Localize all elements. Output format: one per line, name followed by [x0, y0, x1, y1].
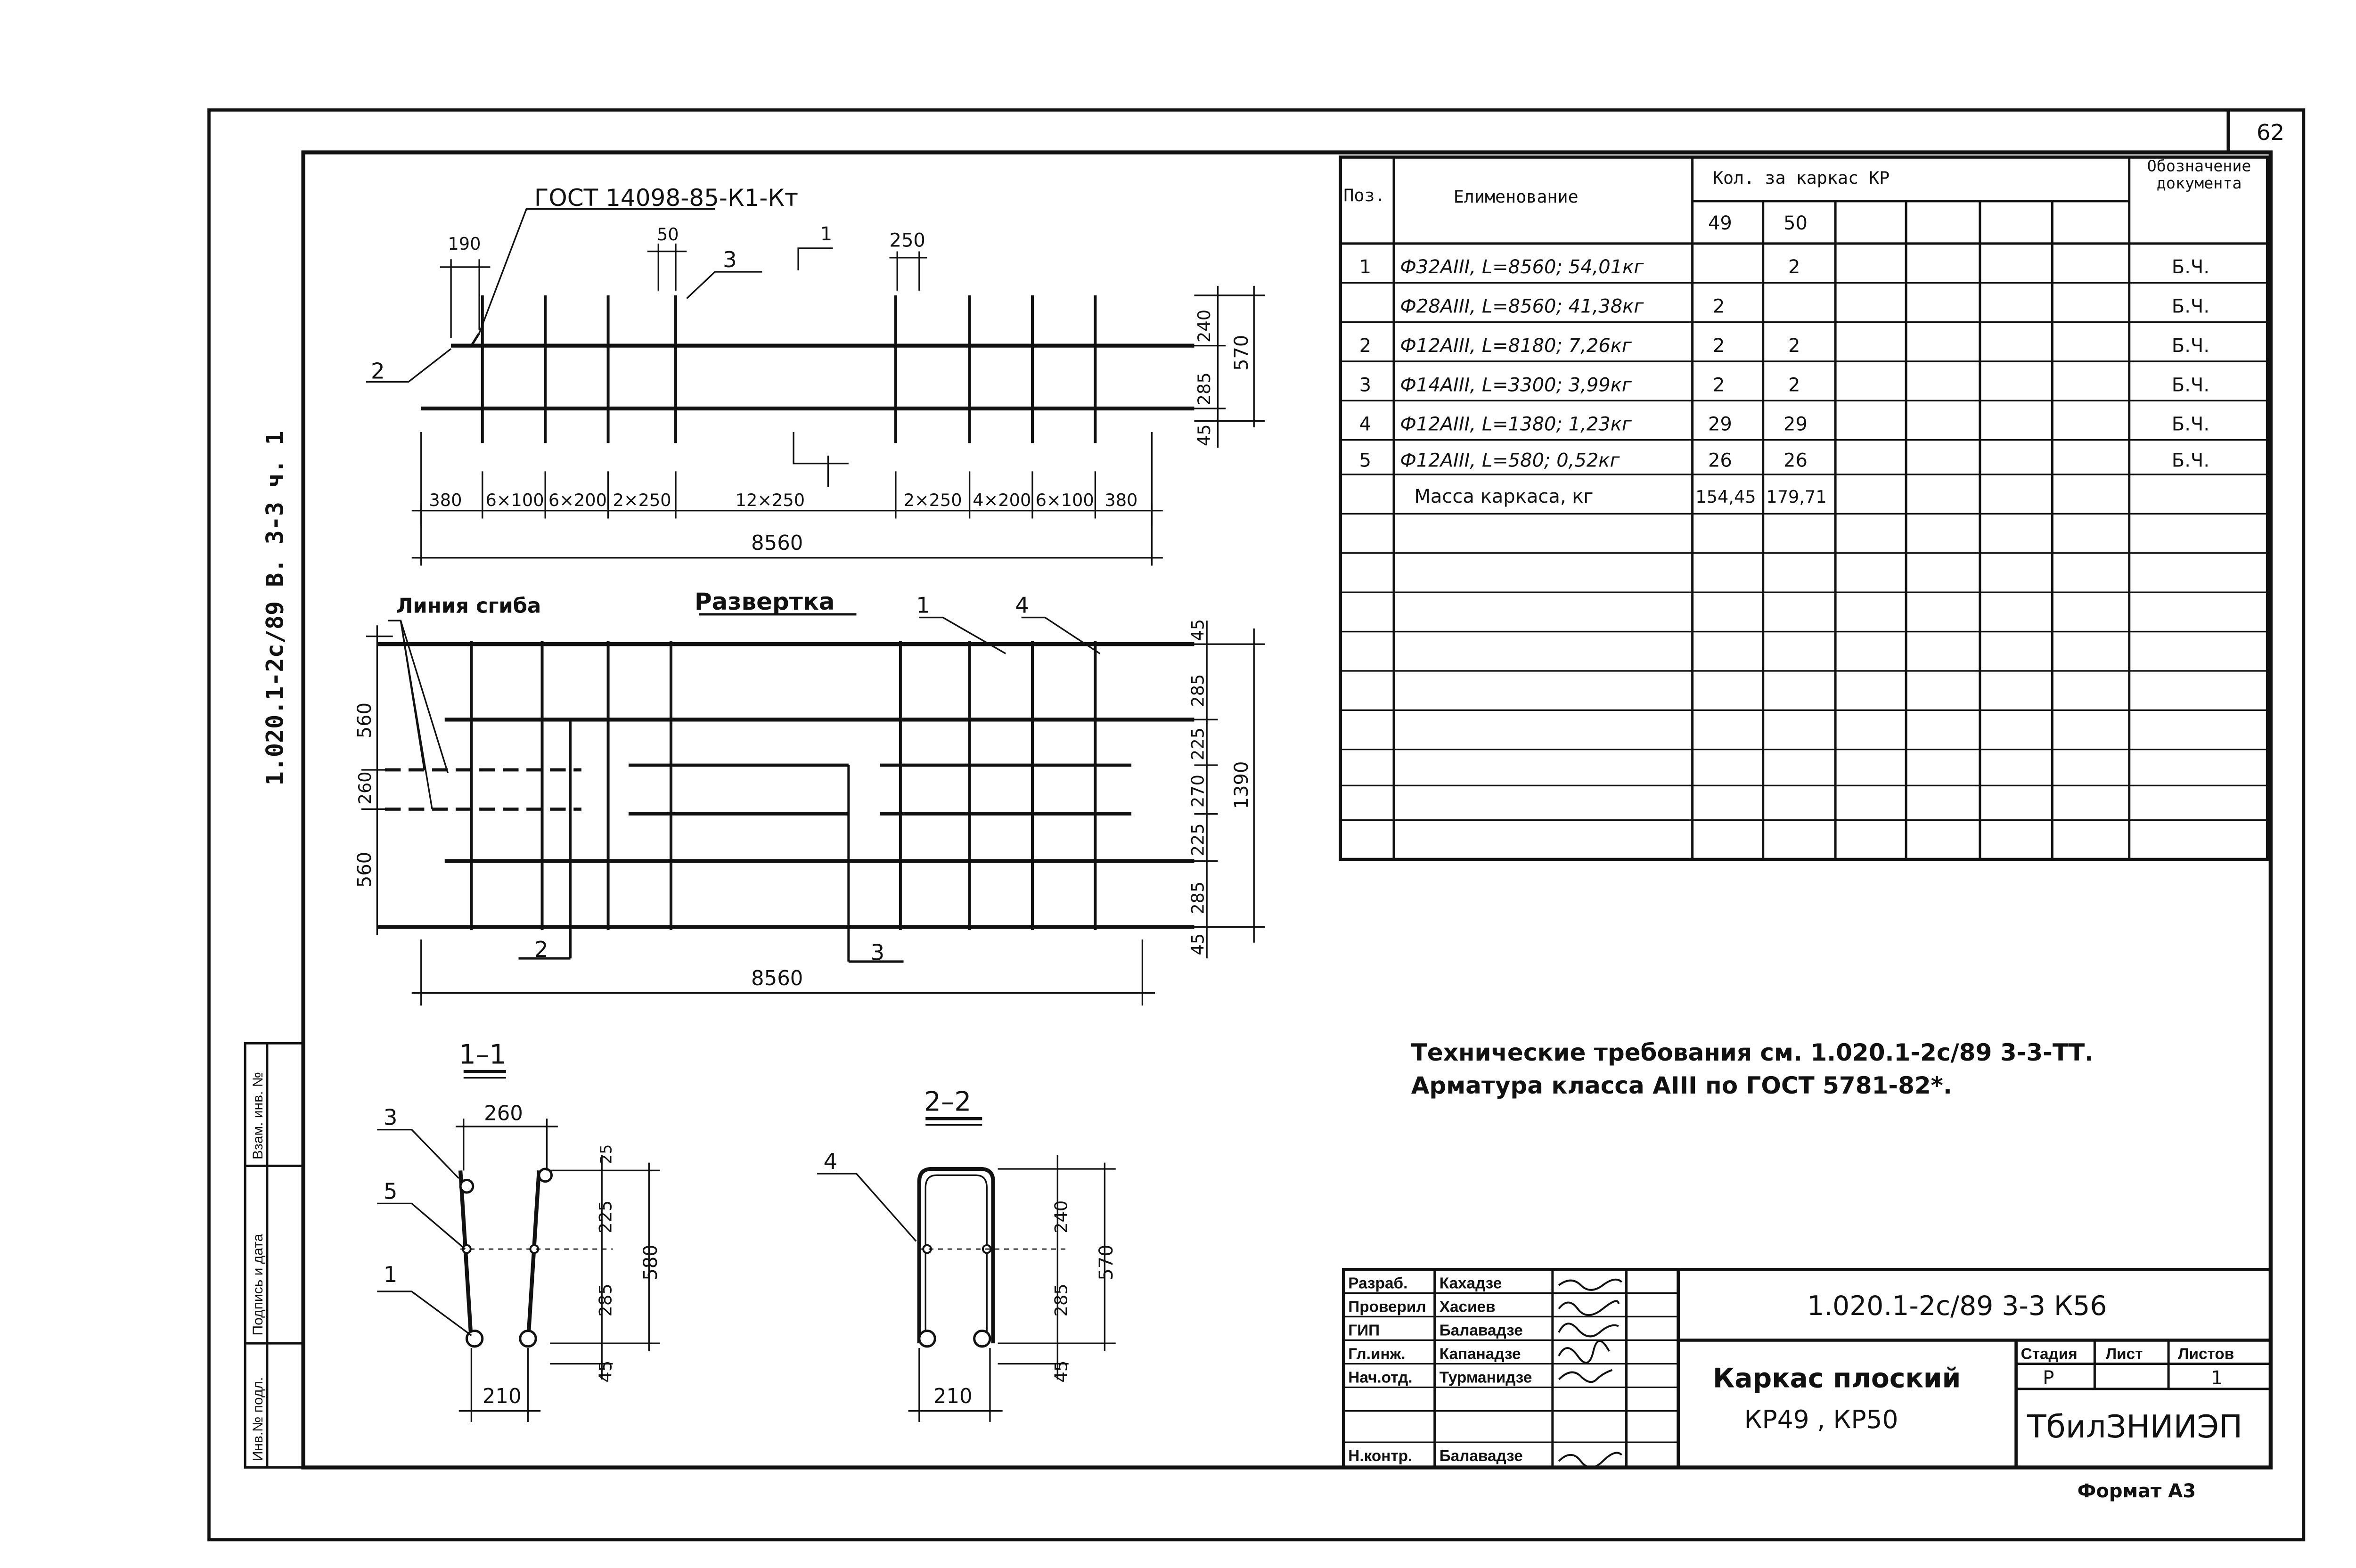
s1-dim-580: 580: [639, 1244, 662, 1281]
gost-label: ГОСТ 14098-85-К1-Кт: [534, 184, 798, 212]
dim-dev-right: 225: [1187, 823, 1208, 857]
leader-3-dev: 3: [870, 940, 885, 966]
dim-45: 45: [1194, 424, 1214, 447]
leader-1-dev: 1: [916, 593, 930, 619]
signature-marks: [1559, 1280, 1621, 1468]
dev-right-dims: [1187, 619, 1252, 956]
person-name: Хасиев: [1439, 1298, 1496, 1316]
note-line-1: Технические требования см. 1.020.1-2с/89 3-3-ТТ.: [1411, 1038, 2094, 1066]
length-total-elev: 8560: [751, 531, 803, 555]
dim-dev-right: 270: [1187, 775, 1208, 808]
role-label: Н.контр.: [1348, 1447, 1413, 1465]
s2-dim-240: 240: [1051, 1200, 1072, 1233]
cell-pos: 1: [1359, 256, 1372, 278]
col-header-name: Елименование: [1453, 187, 1579, 207]
col-header-49: 49: [1708, 212, 1732, 234]
cell-name: Ф32АIII, L=8560; 54,01кг: [1400, 256, 1644, 278]
cell-name: Ф14АIII, L=3300; 3,99кг: [1400, 374, 1632, 396]
dim-570: 570: [1230, 335, 1252, 371]
cell-q49: 26: [1708, 449, 1732, 472]
role-label: Нач.отд.: [1348, 1369, 1413, 1387]
spacing-label: 6×100: [1035, 490, 1094, 510]
dim-560-bottom: 560: [354, 851, 376, 888]
cell-name: Ф12АIII, L=580; 0,52кг: [1400, 449, 1620, 472]
col-header-qty: Кол. за каркас КР: [1712, 168, 1890, 188]
s2-dim-45: 45: [1051, 1360, 1072, 1383]
cell-q50: 2: [1788, 256, 1800, 278]
person-name: Капанадзе: [1439, 1345, 1521, 1363]
person-name: Балавадзе: [1439, 1447, 1523, 1465]
cell-q49: 2: [1712, 335, 1725, 357]
cell-q49: 154,45: [1695, 487, 1756, 507]
cell-name: Ф28АIII, L=8560; 41,38кг: [1400, 295, 1644, 318]
dim-dev-total: 1390: [1230, 761, 1252, 809]
dim-50: 50: [656, 224, 679, 245]
spec-table-rows: [1359, 256, 2209, 507]
cell-q50: 29: [1783, 413, 1808, 435]
cell-q50: 26: [1783, 449, 1808, 472]
note-line-2: Арматура класса АIII по ГОСТ 5781-82*.: [1411, 1071, 1952, 1099]
stamp-sheet-hdr: Лист: [2105, 1345, 2143, 1363]
person-name: Турманидзе: [1439, 1369, 1532, 1387]
table-row-total: [1414, 486, 1826, 507]
dim-dev-right: 45: [1187, 933, 1208, 956]
s1-dim-260: 260: [484, 1102, 523, 1126]
cell-q50: 2: [1788, 374, 1800, 396]
dim-560-top: 560: [354, 702, 376, 739]
spacing-label: 2×250: [903, 490, 962, 510]
cell-doc: Б.Ч.: [2171, 449, 2210, 472]
dim-285: 285: [1194, 372, 1214, 406]
dim-190: 190: [448, 234, 481, 254]
table-row: [1359, 374, 2209, 396]
person-name: Кахадзе: [1439, 1274, 1502, 1292]
stamp-sheets: 1: [2211, 1367, 2223, 1389]
table-row: [1400, 296, 2209, 318]
dim-240: 240: [1194, 309, 1214, 343]
leader-1-elev: 1: [820, 223, 833, 245]
dim-260-left: 260: [355, 771, 376, 805]
s2-dim-285: 285: [1051, 1283, 1072, 1317]
col-header-50: 50: [1783, 212, 1808, 234]
sheet-border: [209, 110, 2304, 1540]
s2-dim-210: 210: [933, 1384, 973, 1408]
dim-dev-right: 285: [1187, 674, 1208, 707]
cell-name: Ф12АIII, L=1380; 1,23кг: [1400, 413, 1632, 435]
leader-4-dev: 4: [1015, 593, 1030, 619]
spacing-label: 380: [429, 490, 462, 510]
dim-dev-right: 285: [1187, 881, 1208, 915]
spec-table-header: [1343, 159, 2266, 240]
cell-q49: 29: [1708, 413, 1732, 435]
table-row: [1359, 335, 2209, 357]
stamp-title-1: Каркас плоский: [1712, 1363, 1961, 1394]
s1-leader-1: 1: [383, 1262, 398, 1288]
col-header-doc: Обозначение документа: [2147, 158, 2251, 194]
section-2-title: 2–2: [924, 1086, 972, 1118]
stamp-doc-code: 1.020.1-2с/89 3-3 К56: [1807, 1290, 2107, 1322]
cell-doc: Б.Ч.: [2171, 295, 2210, 318]
cell-name: Ф12АIII, L=8180; 7,26кг: [1400, 335, 1632, 357]
section-1-title: 1–1: [458, 1039, 507, 1070]
spacing-label: 6×100: [485, 490, 544, 510]
page-number: 62: [2256, 120, 2285, 146]
role-label: ГИП: [1348, 1322, 1380, 1339]
s1-dim-25: 25: [597, 1144, 615, 1164]
leader-2-elev: 2: [371, 359, 385, 384]
table-row: [1359, 414, 2209, 435]
cell-q49: 2: [1712, 374, 1725, 396]
table-row: [1359, 256, 2209, 278]
development-view: [361, 614, 1265, 1005]
col-header-pos: Поз.: [1343, 185, 1385, 205]
cell-q50: 179,71: [1766, 487, 1827, 507]
s1-dim-45: 45: [595, 1360, 616, 1383]
s2-leader-4: 4: [823, 1149, 838, 1175]
cell-pos: 3: [1359, 374, 1372, 396]
stamp-sheets-hdr: Листов: [2178, 1345, 2234, 1363]
stamp-org: ТбилЗНИИЭП: [2027, 1408, 2243, 1446]
table-row: [1359, 449, 2209, 471]
cell-q50: 2: [1788, 335, 1800, 357]
s1-leader-5: 5: [383, 1179, 398, 1205]
leader-3-elev: 3: [723, 247, 737, 273]
dim-dev-right: 45: [1187, 619, 1208, 641]
role-label: Проверил: [1348, 1298, 1426, 1316]
spacing-chain: [429, 490, 1137, 510]
format-label: Формат А3: [2077, 1480, 2196, 1502]
length-total-dev: 8560: [751, 966, 803, 990]
bend-line-label: Линия сгиба: [396, 594, 541, 618]
stamp-title-2: КР49 , КР50: [1744, 1405, 1898, 1435]
person-name: Балавадзе: [1439, 1322, 1523, 1339]
cell-doc: Б.Ч.: [2171, 335, 2210, 357]
role-label: Разраб.: [1348, 1274, 1408, 1292]
cell-name: Масса каркаса, кг: [1414, 486, 1594, 508]
dim-dev-right: 225: [1187, 727, 1208, 760]
cell-pos: 5: [1359, 449, 1372, 472]
dim-250: 250: [889, 229, 925, 252]
strip-label-sign: Подпись и дата: [250, 1233, 266, 1336]
s1-leader-3: 3: [383, 1105, 398, 1131]
stamp-stage-hdr: Стадия: [2021, 1345, 2078, 1363]
role-label: Гл.инж.: [1348, 1345, 1406, 1363]
leader-2-dev: 2: [534, 937, 548, 963]
cell-doc: Б.Ч.: [2171, 256, 2210, 278]
stamp-stage: Р: [2043, 1367, 2054, 1389]
s1-dim-225: 225: [595, 1200, 616, 1233]
strip-label-inv: Инв.№ подл.: [250, 1377, 266, 1462]
cell-pos: 2: [1359, 335, 1372, 357]
elevation-view: [366, 209, 1265, 566]
side-doc-code: 1.020.1-2c/89 В. 3-3 ч. 1: [261, 431, 289, 786]
cell-doc: Б.Ч.: [2171, 374, 2210, 396]
spacing-label: 380: [1104, 490, 1138, 510]
cell-pos: 4: [1359, 413, 1372, 435]
stamp-people: [1348, 1274, 1532, 1465]
s1-dim-285: 285: [595, 1283, 616, 1317]
strip-label-replace: Взам. инв. №: [250, 1072, 266, 1160]
s2-dim-570: 570: [1096, 1244, 1118, 1281]
development-label: Развертка: [695, 588, 835, 615]
spacing-label: 4×200: [973, 490, 1031, 510]
cell-doc: Б.Ч.: [2171, 413, 2210, 435]
spacing-label: 12×250: [735, 490, 805, 510]
spacing-label: 2×250: [613, 490, 671, 510]
spacing-label: 6×200: [548, 490, 607, 510]
cell-q49: 2: [1712, 295, 1725, 318]
s1-dim-210: 210: [482, 1384, 522, 1408]
